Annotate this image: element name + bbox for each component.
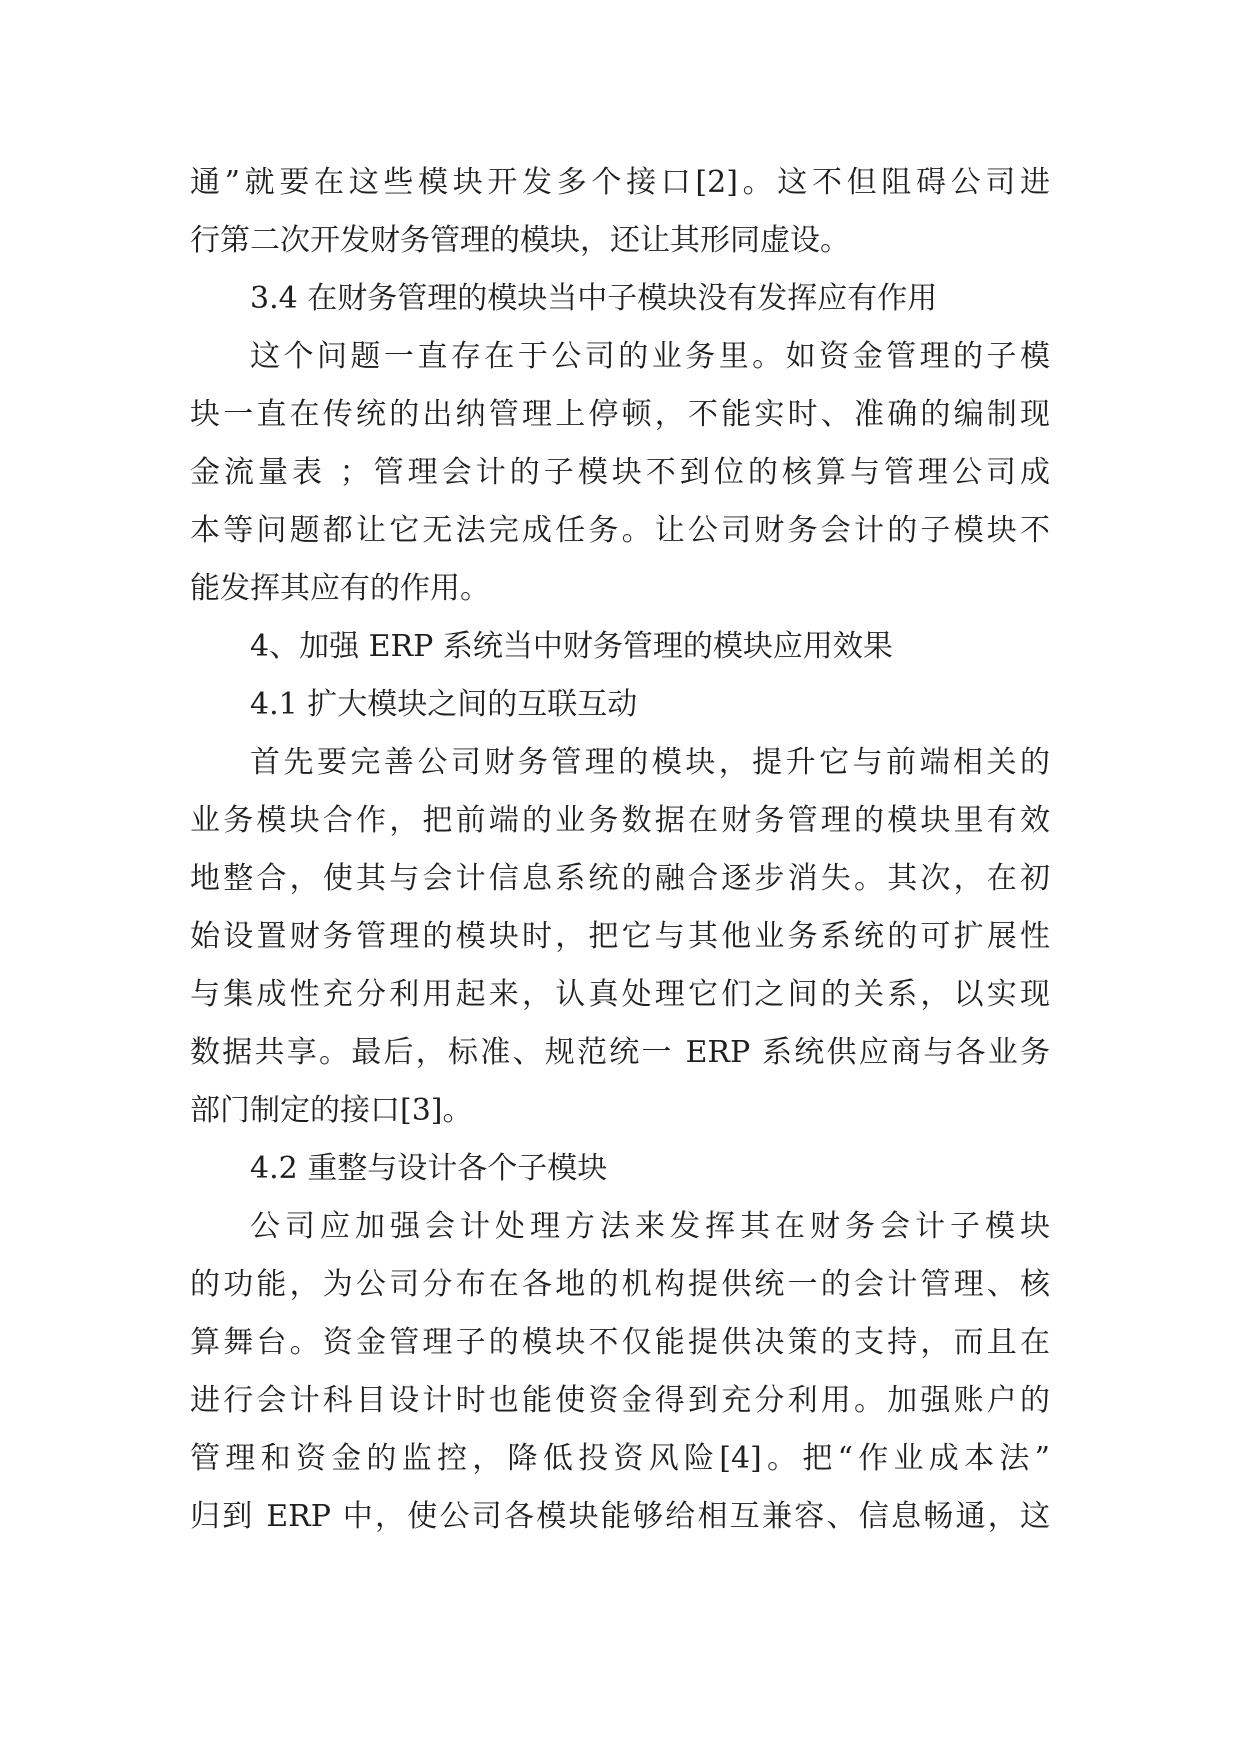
text-line: 行第二次开发财务管理的模块，还让其形同虚设。 [190,223,850,258]
text-line: 业务模块合作，把前端的业务数据在财务管理的模块里有效 [190,803,1050,838]
text-line: 4.1 扩大模块之间的互联互动 [250,687,638,722]
text-line: 数据共享。最后，标准、规范统一 ERP 系统供应商与各业务 [190,1035,1050,1070]
body-text [190,154,1050,1546]
text-line: 部门制定的接口[3]。 [190,1093,473,1128]
text-line: 这个问题一直存在于公司的业务里。如资金管理的子模 [250,339,1050,374]
text-line: 地整合，使其与会计信息系统的融合逐步消失。其次，在初 [190,861,1050,896]
text-line: 始设置财务管理的模块时，把它与其他业务系统的可扩展性 [190,919,1050,954]
text-line: 公司应加强会计处理方法来发挥其在财务会计子模块 [250,1209,1050,1244]
text-line: 管理和资金的监控，降低投资风险[4]。把“作业成本法” [190,1441,1050,1476]
text-line: 通”就要在这些模块开发多个接口[2]。这不但阻碍公司进 [190,165,1050,200]
text-line: 能发挥其应有的作用。 [190,571,490,606]
text-line: 归到 ERP 中，使公司各模块能够给相互兼容、信息畅通，这 [190,1499,1050,1534]
text-line: 算舞台。资金管理子的模块不仅能提供决策的支持，而且在 [190,1325,1050,1360]
text-line: 4.2 重整与设计各个子模块 [250,1151,608,1186]
text-line: 与集成性充分利用起来，认真处理它们之间的关系，以实现 [190,977,1050,1012]
text-line: 本等问题都让它无法完成任务。让公司财务会计的子模块不 [190,513,1050,548]
text-line: 4、加强 ERP 系统当中财务管理的模块应用效果 [250,629,893,664]
text-line: 的功能，为公司分布在各地的机构提供统一的会计管理、核 [190,1267,1050,1302]
text-line: 块一直在传统的出纳管理上停顿，不能实时、准确的编制现 [190,397,1050,432]
text-line: 金流量表 ；管理会计的子模块不到位的核算与管理公司成 [190,455,1050,490]
text-line: 进行会计科目设计时也能使资金得到充分利用。加强账户的 [190,1383,1050,1418]
text-line: 3.4 在财务管理的模块当中子模块没有发挥应有作用 [250,281,938,316]
text-line: 首先要完善公司财务管理的模块，提升它与前端相关的 [250,745,1050,780]
